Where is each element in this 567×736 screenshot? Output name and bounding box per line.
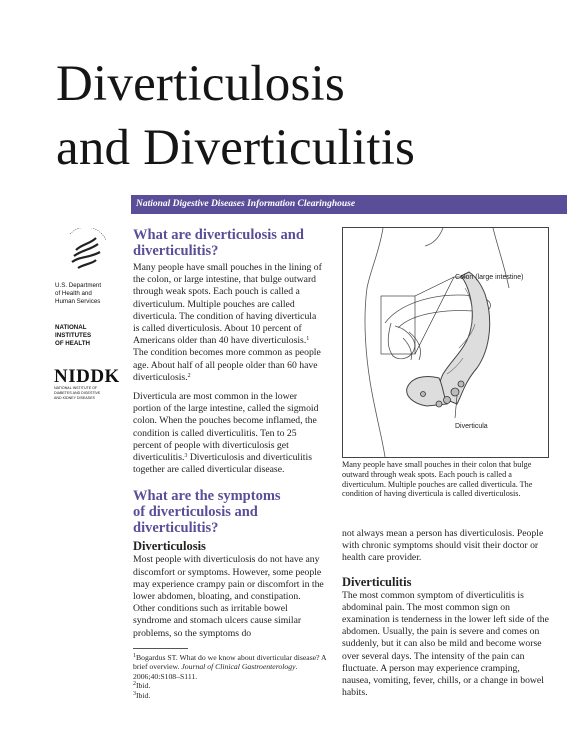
hhs-label: U.S. Department of Health and Human Services (55, 282, 102, 305)
footnote-3: $^3$Ibid. (133, 690, 151, 700)
subheading-diverticulitis: Diverticulitis (342, 574, 412, 589)
paragraph-sigmoid: Diverticula are most common in the lower portion of the large intestine, called the sigmoid colon. When the pouches become inflamed, the condition is called diverticulitis. Ten to 25 percent of people with diverticulosis get diverticulitis.$^3$ Diverticulosis and diverticulitis together are called diverticular disease. (133, 391, 319, 476)
colon-label: Colon (large intestine) (455, 274, 524, 281)
footnote-2: $^2$Ibid. (133, 681, 151, 691)
nih-label: NATIONAL INSTITUTES OF HEALTH (55, 324, 92, 347)
clearinghouse-banner: National Digestive Diseases Information Clearinghouse (131, 195, 567, 214)
section-heading-what-are: What are diverticulosis and diverticulitis? (133, 227, 304, 259)
niddk-logo: NIDDK (54, 366, 120, 387)
main-column-left (133, 227, 325, 647)
document-title (56, 52, 556, 180)
title-line-2: and Diverticulitis (56, 120, 416, 176)
figure-caption: Many people have small pouches in their colon that bulge outward through weak spots. Each pouch is called a diverticulum. Multiple pouches are called diverticula. The condition of having diverticula is called diverticulosis. (342, 460, 533, 499)
footnotes (133, 653, 328, 700)
paragraph-diverticulosis-symptoms: Most people with diverticulosis do not have any discomfort or symptoms. However, some people may experience crampy pain or discomfort in the lower abdomen, bloating, and constipation. Other conditions such as irritable bowel syndrome and stomach ulcers cause similar problems, so the symptoms do (133, 554, 324, 639)
subheading-diverticulosis: Diverticulosis (133, 539, 206, 554)
paragraph-intro: Many people have small pouches in the lining of the colon, or large intestine, that bulge outward through weak spots. Each pouch is called a diverticulum. Multiple pouches are called diverticula. The condition of having diverticula is called diverticulosis. About 10 percent of Americans older than 40 have diverticulosis.$^1$ The condition becomes more common as people age. About half of all people older than 60 have diverticulosis.$^2$ (133, 262, 322, 383)
paragraph-diverticulitis-symptoms: The most common symptom of diverticulitis is abdominal pain. The most common sign on examination is tenderness in the lower left side of the abdomen. Usually, the pain is severe and comes on suddenly, but it can also be mild and become worse over several days. The intensity of the pain can fluctuate. A person may experience cramping, nausea, vomiting, fever, chills, or a change in bowel habits. (342, 589, 549, 699)
colon-diagram (343, 228, 548, 457)
diverticula-label: Diverticula (455, 423, 488, 430)
main-column-right (342, 528, 549, 706)
footnote-1: $^1$Bogardus ST. What do we know about diverticular disease? A brief overview. Journal of Clinical Gastroenterology. 2006;40:S108–S111. (133, 653, 327, 681)
title-line-1: Diverticulosis (56, 56, 345, 112)
niddk-subtitle: NATIONAL INSTITUTE OF DIABETES AND DIGESTIVE AND KIDNEY DISEASES (54, 386, 101, 400)
paragraph-diverticulosis-continued: not always mean a person has diverticulosis. People with chronic symptoms should visit their doctor or health care provider. (342, 528, 544, 564)
hhs-seal-icon (62, 228, 110, 276)
footnote-divider (133, 648, 188, 649)
colon-illustration (342, 227, 549, 458)
section-heading-symptoms: What are the symptoms of diverticulosis and diverticulitis? (133, 488, 281, 537)
